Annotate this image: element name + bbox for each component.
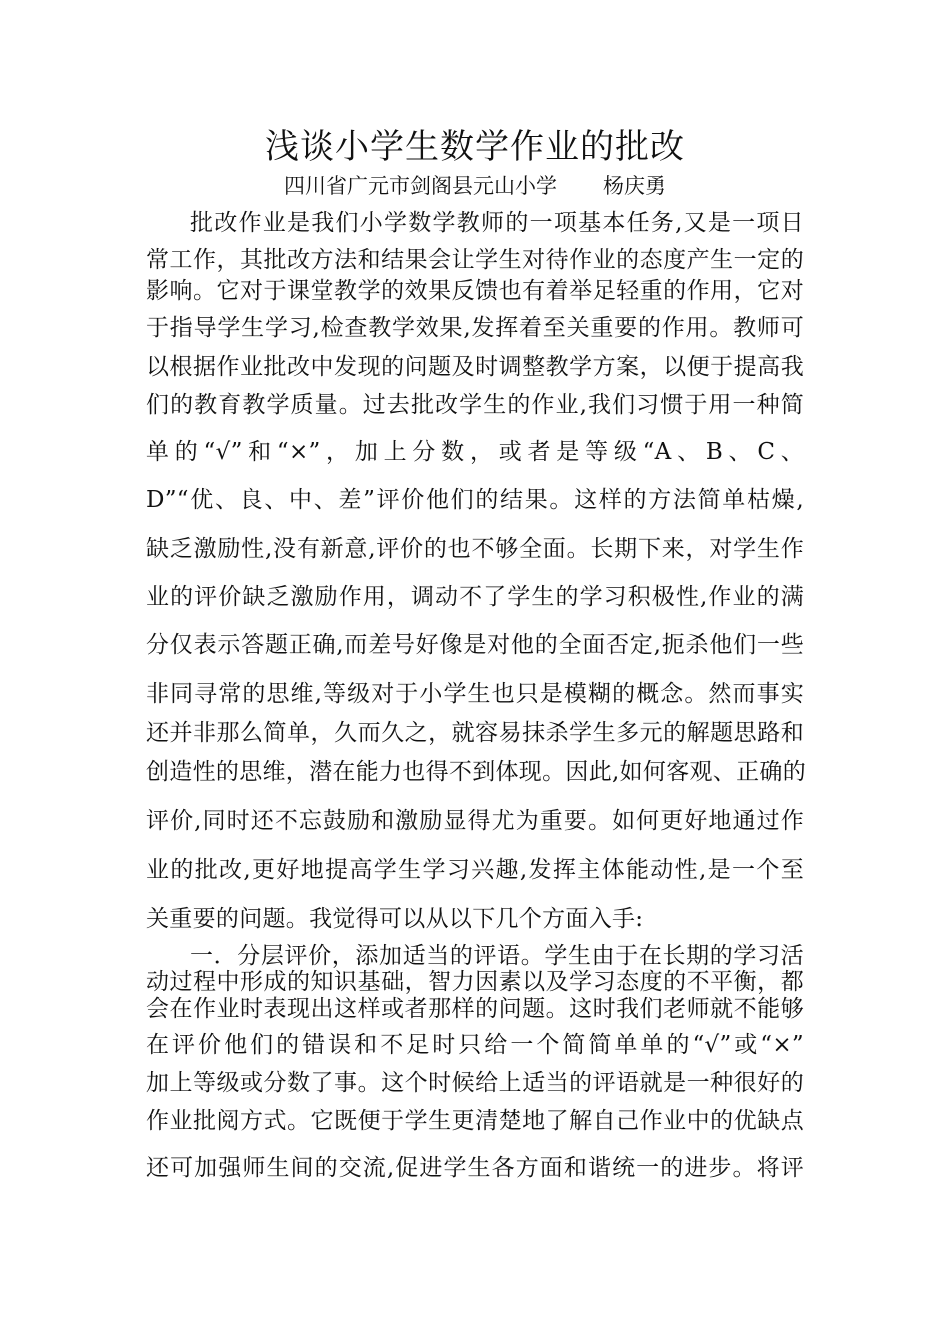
paragraph-line: 分仅表示答题正确,而差号好像是对他的全面否定,扼杀他们一些 (146, 632, 804, 658)
paragraph-line: 于指导学生学习,检查教学效果,发挥着至关重要的作用。教师可 (146, 315, 804, 341)
paragraph-line: 以根据作业批改中发现的问题及时调整教学方案，以便于提高我 (146, 354, 804, 380)
paragraph-line: 单的“√”和“×”，加上分数，或者是等级“A、B、C、 (146, 439, 804, 465)
paragraph-line: 非同寻常的思维,等级对于小学生也只是模糊的概念。然而事实 (146, 681, 804, 707)
paragraph-line: 业的批改,更好地提高学生学习兴趣,发挥主体能动性,是一个至 (146, 857, 804, 883)
paragraph-line: 缺乏激励性,没有新意,评价的也不够全面。长期下来，对学生作 (146, 536, 804, 562)
paragraph-line: 批改作业是我们小学数学教师的一项基本任务,又是一项日 (190, 210, 804, 236)
paragraph-line: D”“优、良、中、差”评价他们的结果。这样的方法简单枯燥, (146, 487, 804, 513)
author-name: 杨庆勇 (603, 174, 666, 198)
paragraph-line: 们的教育教学质量。过去批改学生的作业,我们习惯于用一种简 (146, 392, 804, 418)
paragraph-line: 会在作业时表现出这样或者那样的问题。这时我们老师就不能够 (146, 996, 804, 1022)
paragraph-line: 关重要的问题。我觉得可以从以下几个方面入手: (146, 906, 644, 932)
paragraph-line: 在评价他们的错误和不足时只给一个简简单单的“√”或“×” (146, 1032, 804, 1058)
paragraph-line: 动过程中形成的知识基础，智力因素以及学习态度的不平衡，都 (146, 969, 804, 995)
paragraph-line: 还可加强师生间的交流,促进学生各方面和谐统一的进步。将评 (146, 1155, 804, 1181)
paragraph-line: 业的评价缺乏激励作用，调动不了学生的学习积极性,作业的满 (146, 584, 804, 610)
document-title: 浅谈小学生数学作业的批改 (265, 127, 685, 167)
paragraph-line: 加上等级或分数了事。这个时候给上适当的评语就是一种很好的 (146, 1070, 804, 1096)
paragraph-line: 一．分层评价，添加适当的评语。学生由于在长期的学习活 (190, 943, 804, 969)
paragraph-line: 影响。它对于课堂教学的效果反馈也有着举足轻重的作用，它对 (146, 278, 804, 304)
author-line (0, 172, 950, 200)
author-school: 四川省广元市剑阁县元山小学 (284, 174, 557, 198)
paragraph-line: 作业批阅方式。它既便于学生更清楚地了解自己作业中的优缺点 (146, 1108, 804, 1134)
paragraph-line: 评价,同时还不忘鼓励和激励显得尤为重要。如何更好地通过作 (146, 808, 804, 834)
paragraph-line: 常工作，其批改方法和结果会让学生对待作业的态度产生一定的 (146, 247, 804, 273)
paragraph-line: 创造性的思维，潜在能力也得不到体现。因此,如何客观、正确的 (146, 759, 807, 785)
paragraph-line: 还并非那么简单，久而久之，就容易抹杀学生多元的解题思路和 (146, 720, 804, 746)
